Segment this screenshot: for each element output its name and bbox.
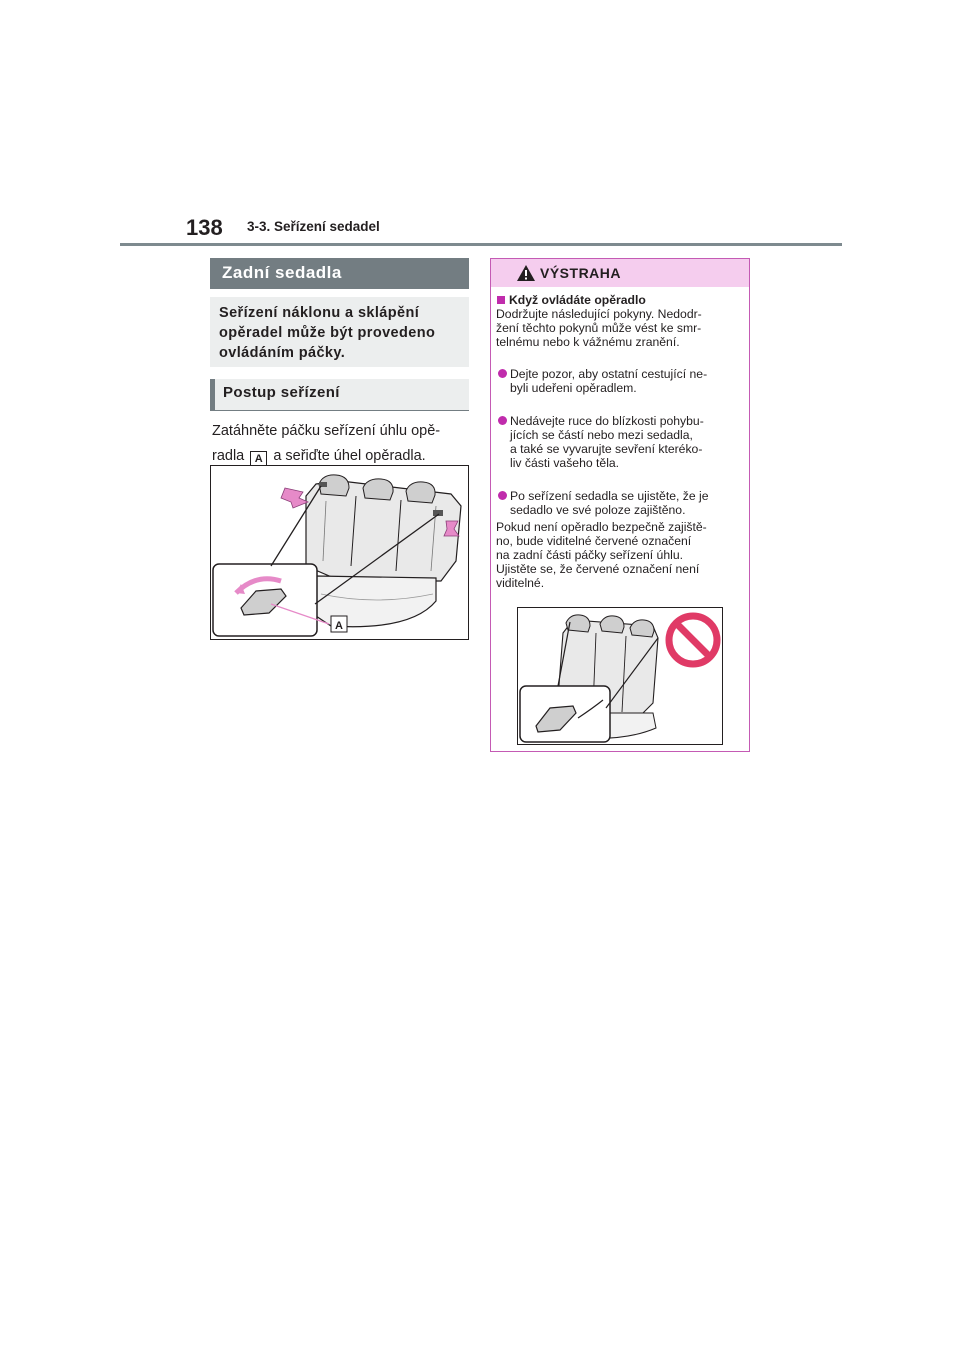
instruction-text xyxy=(212,419,472,469)
section-title: 3-3. Seřízení sedadel xyxy=(247,219,380,234)
sub-heading-bar xyxy=(210,379,215,410)
warning-bullet-1: Dejte pozor, aby ostatní cestující ne- byli udeřeni opěradlem. xyxy=(510,367,708,395)
headrest-center xyxy=(363,479,393,500)
warning-figure xyxy=(517,607,723,745)
instruction-after: a seřiďte úhel opěradla. xyxy=(273,448,426,464)
arrow-left-icon xyxy=(281,488,308,508)
warning-illustration xyxy=(518,608,722,744)
square-bullet-icon xyxy=(497,296,505,304)
label-a-text: A xyxy=(335,620,343,632)
warning-note: Pokud není opěradlo bezpečně zajiště- no, bude viditelné červené označení na zadní části páčky seřízení úhlu. Ujistěte se, že červené označení není viditelné. xyxy=(496,520,707,590)
warning-triangle-icon xyxy=(516,264,536,282)
rear-seat-illustration xyxy=(211,466,468,639)
warning-title: VÝSTRAHA xyxy=(540,265,622,281)
warning-intro: Dodržujte následující pokyny. Nedodr- žení těchto pokynů může vést ke smr- telnému nebo k vážnému zranění. xyxy=(496,307,702,349)
headrest-right xyxy=(406,482,435,503)
warning-heading: Když ovládáte opěradlo xyxy=(497,293,646,307)
label-a-inline: A xyxy=(250,451,267,468)
bullet-dot-icon xyxy=(498,369,507,378)
rear-seat-figure xyxy=(210,465,469,640)
main-heading xyxy=(210,258,469,289)
warning-bullet-3: Po seřízení sedadla se ujistěte, že je sedadlo ve své poloze zajištěno. xyxy=(510,489,709,517)
summary-box xyxy=(210,297,469,367)
page-number: 138 xyxy=(186,215,223,240)
header-divider xyxy=(120,243,842,246)
sub-heading-rule xyxy=(210,410,469,411)
bullet-dot-icon xyxy=(498,416,507,425)
warning-bullet-2: Nedávejte ruce do blízkosti pohybu- jících se částí nebo mezi sedadla, a také se vyvarujte sevření kteréko- liv části vašeho těla. xyxy=(510,414,704,470)
sub-heading-text: Postup seřízení xyxy=(223,384,340,401)
instruction-before: Zatáhněte páčku seřízení úhlu opě-radla xyxy=(212,423,441,464)
main-heading-text: Zadní sedadla xyxy=(222,263,342,282)
bullet-dot-icon xyxy=(498,491,507,500)
summary-text: Seřízení náklonu a sklápění opěradel může být provedeno ovládáním páčky. xyxy=(219,305,436,361)
sub-heading xyxy=(210,379,469,410)
